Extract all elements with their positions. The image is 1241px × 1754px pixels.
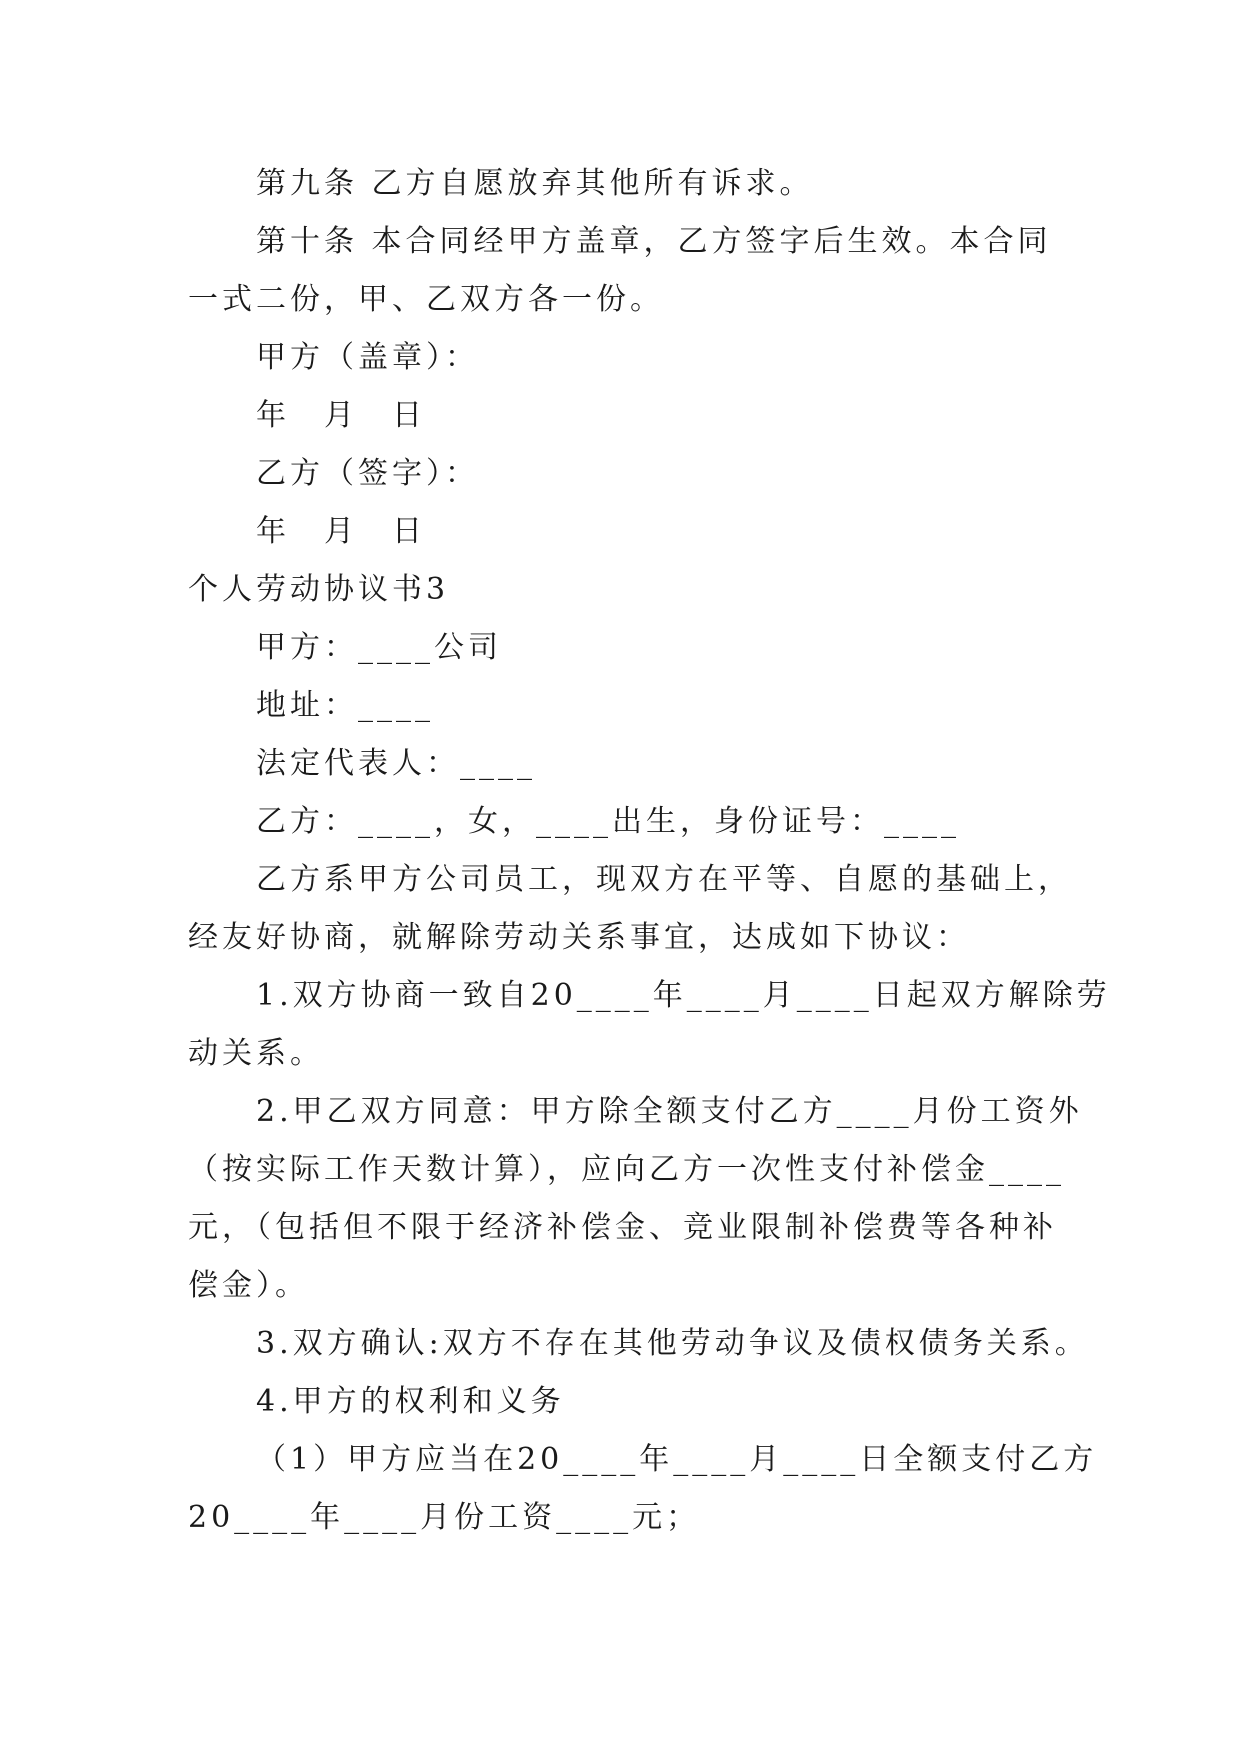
preamble-line-2: 经友好协商，就解除劳动关系事宜，达成如下协议：: [188, 920, 970, 955]
party-b-date: 年 月 日: [256, 514, 426, 549]
agreement-title: 个人劳动协议书3: [188, 572, 450, 607]
party-a-date: 年 月 日: [256, 398, 426, 433]
legal-representative-field: 法定代表人：____: [256, 746, 536, 781]
clause-2-line-1: 2.甲乙双方同意：甲方除全额支付乙方____月份工资外: [256, 1094, 1083, 1129]
article-10-line-1: 第十条 本合同经甲方盖章，乙方签字后生效。本合同: [256, 224, 1052, 259]
address-field: 地址：____: [256, 688, 434, 723]
party-a-field: 甲方：____公司: [256, 630, 502, 665]
clause-4-1-line-2: 20____年____月份工资____元；: [188, 1500, 701, 1535]
party-b-signature: 乙方（签字）：: [256, 456, 479, 491]
clause-4-1-line-1: （1）甲方应当在20____年____月____日全额支付乙方: [256, 1442, 1098, 1477]
article-10-line-2: 一式二份，甲、乙双方各一份。: [188, 282, 664, 317]
clause-2-line-2: （按实际工作天数计算），应向乙方一次性支付补偿金____: [188, 1152, 1065, 1187]
clause-2-line-4: 偿金）。: [188, 1268, 309, 1303]
party-a-seal: 甲方（盖章）：: [256, 340, 479, 375]
preamble-line-1: 乙方系甲方公司员工，现双方在平等、自愿的基础上，: [256, 862, 1072, 897]
clause-2-line-3: 元，（包括但不限于经济补偿金、竞业限制补偿费等各种补: [188, 1210, 1057, 1245]
article-9: 第九条 乙方自愿放弃其他所有诉求。: [256, 166, 814, 201]
party-b-field: 乙方：____，女，____出生，身份证号：____: [256, 804, 960, 839]
clause-4-heading: 4.甲方的权利和义务: [256, 1384, 565, 1419]
clause-1-line-2: 动关系。: [188, 1036, 324, 1071]
clause-3: 3.双方确认:双方不存在其他劳动争议及债权债务关系。: [256, 1326, 1089, 1361]
clause-1-line-1: 1.双方协商一致自20____年____月____日起双方解除劳: [256, 978, 1111, 1013]
